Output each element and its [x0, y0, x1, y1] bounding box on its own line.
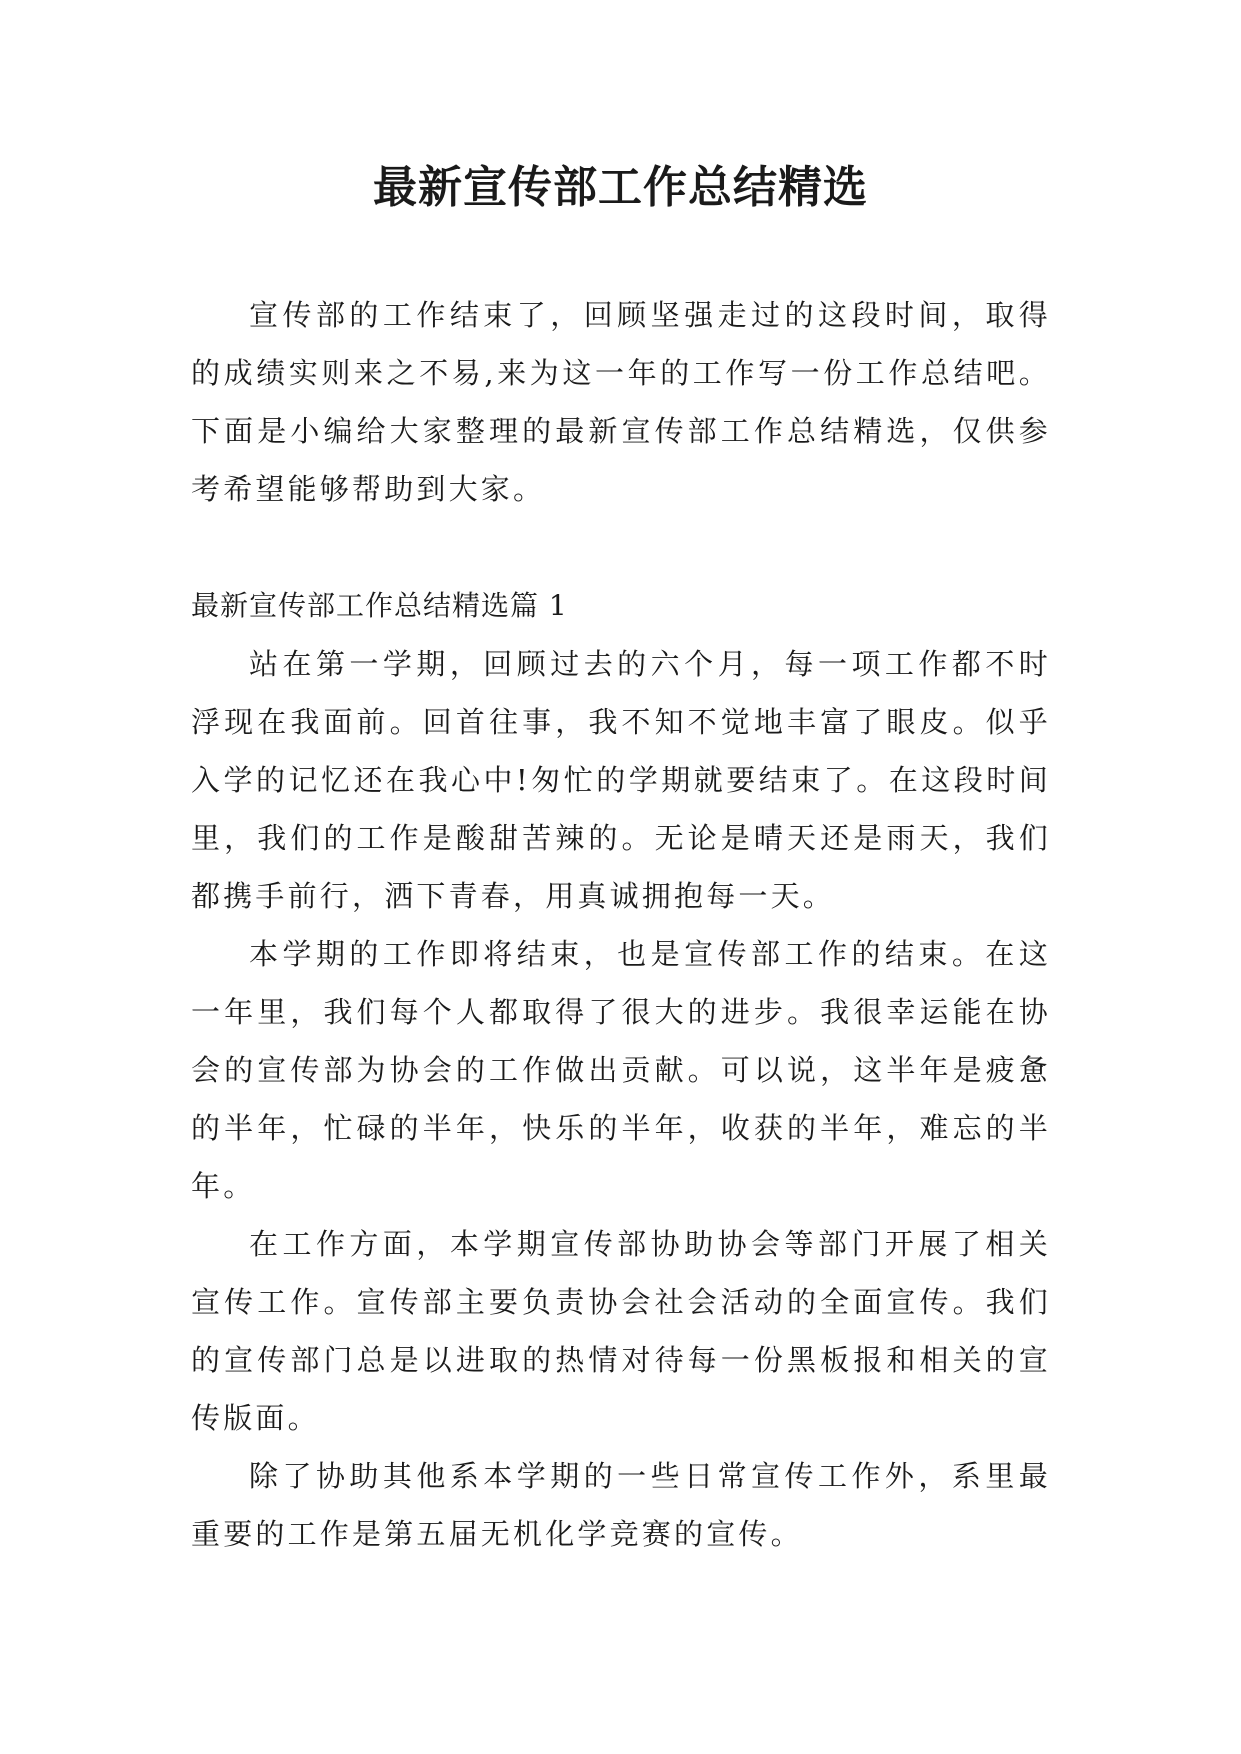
body-paragraph-4: 除了协助其他系本学期的一些日常宣传工作外，系里最重要的工作是第五届无机化学竞赛的宣传。 [191, 1459, 1051, 1551]
section-1 [191, 577, 1051, 1563]
document-body [191, 286, 1051, 1563]
intro-paragraph: 宣传部的工作结束了，回顾坚强走过的这段时间，取得的成绩实则来之不易,来为这一年的工作写一份工作总结吧。下面是小编给大家整理的最新宣传部工作总结精选，仅供参考希望能够帮助到大家。 [191, 298, 1051, 506]
body-paragraph-1: 站在第一学期，回顾过去的六个月，每一项工作都不时浮现在我面前。回首往事，我不知不觉地丰富了眼皮。似乎入学的记忆还在我心中!匆忙的学期就要结束了。在这段时间里，我们的工作是酸甜苦辣的。无论是晴天还是雨天，我们都携手前行，洒下青春，用真诚拥抱每一天。 [191, 647, 1051, 913]
document-title: 最新宣传部工作总结精选 [373, 162, 868, 213]
section-heading: 最新宣传部工作总结精选篇 1 [191, 589, 568, 622]
body-paragraph-3: 在工作方面，本学期宣传部协助协会等部门开展了相关宣传工作。宣传部主要负责协会社会活动的全面宣传。我们的宣传部门总是以进取的热情对待每一份黑板报和相关的宣传版面。 [191, 1227, 1051, 1435]
body-paragraph-2: 本学期的工作即将结束，也是宣传部工作的结束。在这一年里，我们每个人都取得了很大的进步。我很幸运能在协会的宣传部为协会的工作做出贡献。可以说，这半年是疲惫的半年，忙碌的半年，快乐的半年，收获的半年，难忘的半年。 [191, 937, 1051, 1203]
